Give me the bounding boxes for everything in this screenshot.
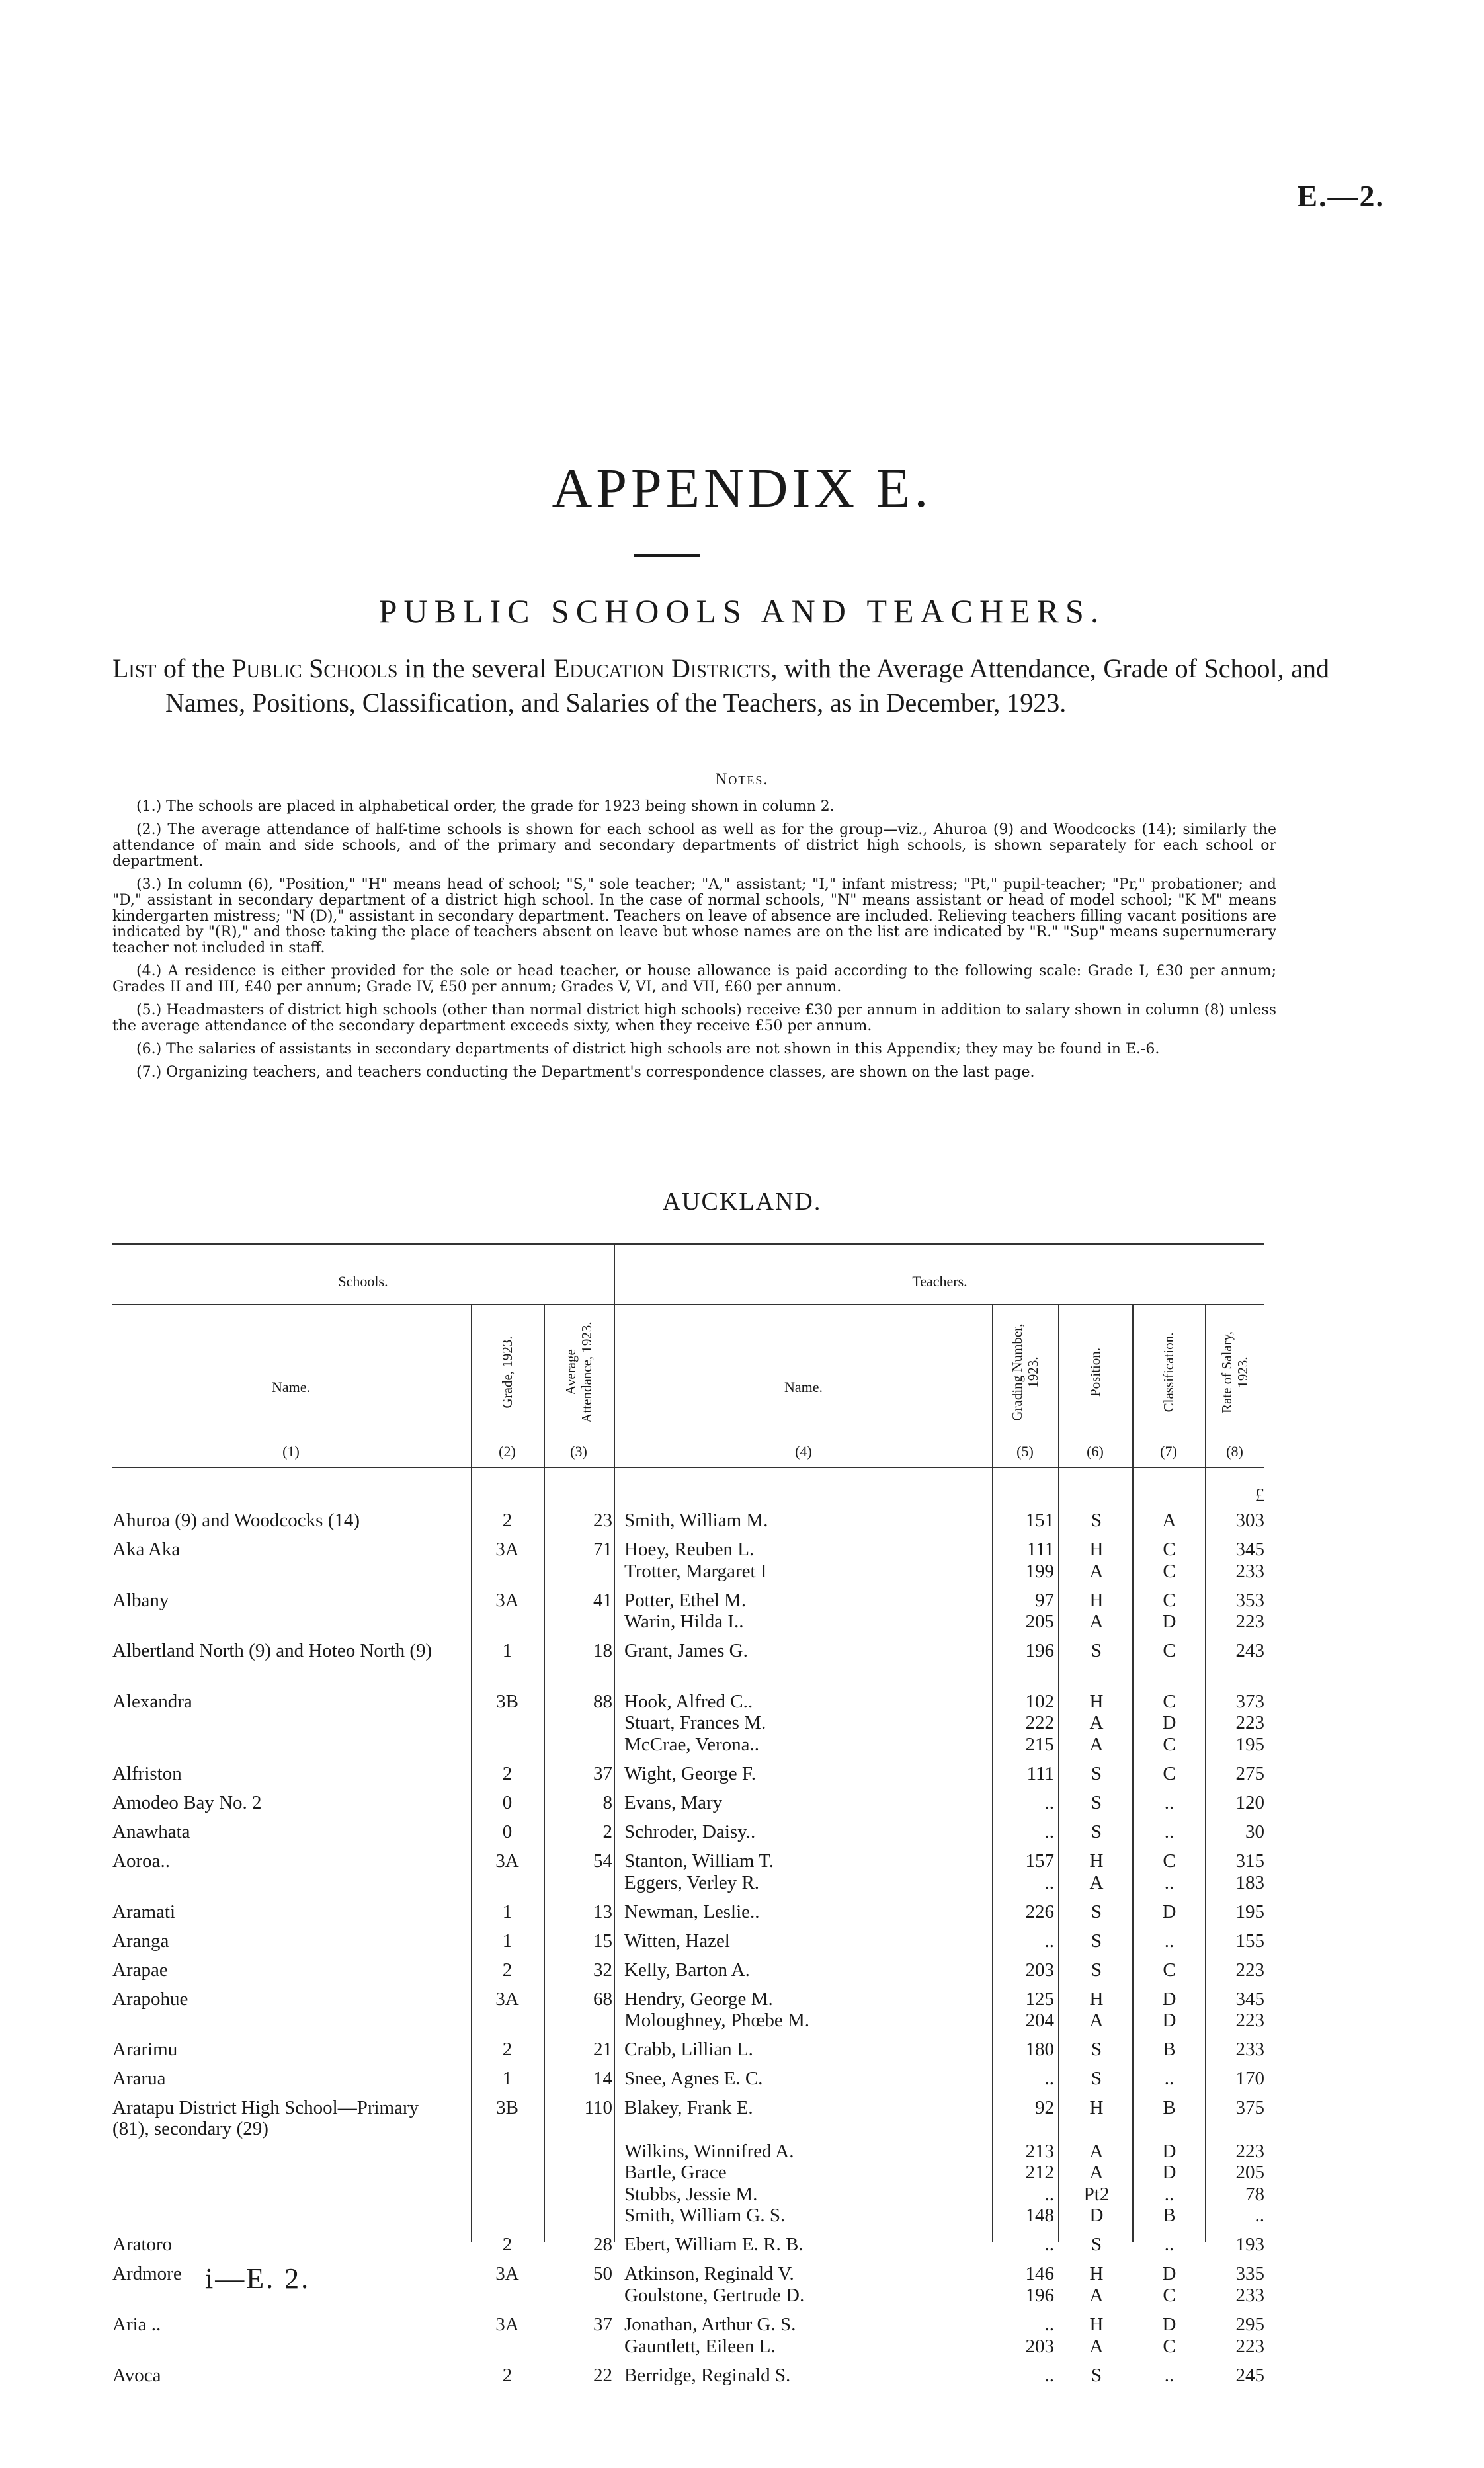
salary: 120 [1235,1792,1264,1814]
grading-number: .. [1044,2183,1054,2205]
note-2: (2.) The average attendance of half-time schools is shown for each school as well as for the group—viz., Ahuroa (9) and Woodcocks (14); similarly the attendance of main and side schools, and of the primary and secondary departments of district high schools, is shown separately for each school or department. [112,821,1276,870]
school-grade: 2 [502,2234,513,2256]
salary: 275 [1235,1763,1264,1785]
position: H [1089,1539,1104,1560]
position: S [1091,1792,1102,1814]
classification: C [1163,2284,1176,2306]
grading-number: 102 [1025,1690,1054,1712]
classification: C [1163,1734,1176,1756]
position: A [1089,1872,1104,1893]
header-position: Position. [1087,1347,1103,1397]
grading-number: 180 [1025,2039,1054,2061]
classification: D [1162,2313,1176,2335]
school-attendance: 28 [593,2234,612,2256]
classification: C [1163,1850,1176,1872]
classification: C [1163,1539,1176,1560]
header-grading-number: Grading Number, 1923. [1009,1323,1041,1421]
school-attendance: 110 [584,2097,612,2119]
school-name: Anawhata [112,1821,190,1843]
school-name: Aratapu District High School—Primary (81), secondary (29) [112,2097,419,2140]
teacher-name: Gauntlett, Eileen L. [624,2335,776,2357]
grading-number: 97 [1035,1589,1054,1611]
header-school-name: Name. [271,1379,311,1395]
salary: 245 [1235,2364,1264,2386]
teacher-name: Blakey, Frank E. [624,2097,753,2119]
teacher-name: Stuart, Frances M. [624,1712,766,1734]
classification: D [1162,2010,1176,2032]
position: A [1089,1734,1104,1756]
position: D [1089,2205,1104,2227]
col-number-7: (7) [1160,1443,1177,1460]
classification: .. [1164,2068,1175,2090]
teacher-name: Potter, Ethel M. [624,1589,747,1611]
grading-number: .. [1044,2364,1054,2386]
salary: 303 [1235,1510,1264,1531]
salary: 30 [1245,1821,1264,1843]
classification: B [1163,2039,1176,2061]
grading-number: 196 [1025,2284,1054,2306]
classification: C [1163,1640,1176,1662]
school-name: Aria .. [112,2313,161,2335]
teacher-name: Ebert, William E. R. B. [624,2234,804,2256]
page-footer: i—E. 2. [205,2262,311,2295]
grading-number: 125 [1025,1988,1054,2010]
salary: 223 [1235,1611,1264,1633]
intro-paragraph [112,651,1329,720]
school-name: Amodeo Bay No. 2 [112,1792,262,1814]
grading-number: .. [1044,1930,1054,1952]
school-attendance: 23 [593,1510,612,1531]
col-number-3: (3) [570,1443,587,1460]
note-5: (5.) Headmasters of district high schools (other than normal district high schools) receive £30 per annum in addition to salary shown in column (8) unless the average attendance of the secondary department exceeds sixty, when they receive £50 per annum. [112,1002,1276,1034]
teacher-name: Jonathan, Arthur G. S. [624,2313,796,2335]
position: A [1089,1712,1104,1734]
position: S [1091,1901,1102,1922]
school-name: Aramati [112,1901,176,1922]
school-grade: 3B [496,2097,518,2119]
school-attendance: 22 [593,2364,612,2386]
school-grade: 2 [502,1510,513,1531]
salary: 183 [1235,1872,1264,1893]
salary: 223 [1235,2335,1264,2357]
position: S [1091,1959,1102,1981]
school-attendance: 37 [593,2313,612,2335]
classification: .. [1164,1930,1175,1952]
position: H [1089,1589,1104,1611]
school-name: Ahuroa (9) and Woodcocks (14) [112,1510,360,1531]
salary: 375 [1235,2097,1264,2119]
salary: 195 [1235,1734,1264,1756]
grading-number: 215 [1025,1734,1054,1756]
school-grade: 3A [495,2263,519,2285]
title-rule [634,554,700,557]
position: A [1089,2010,1104,2032]
school-name: Ararimu [112,2039,178,2061]
school-attendance: 41 [593,1589,612,1611]
salary: 195 [1235,1901,1264,1922]
salary: 233 [1235,1560,1264,1582]
school-attendance: 68 [593,1988,612,2010]
school-name: Aratoro [112,2234,173,2256]
grading-number: 204 [1025,2010,1054,2032]
school-grade: 2 [502,2039,513,2061]
salary: 205 [1235,2162,1264,2184]
school-grade: 1 [502,1640,513,1662]
teacher-name: Kelly, Barton A. [624,1959,750,1981]
grading-number: 92 [1035,2097,1054,2119]
grading-number: 205 [1025,1611,1054,1633]
classification: D [1162,2263,1176,2285]
teacher-name: Schroder, Daisy.. [624,1821,756,1843]
classification: .. [1164,1872,1175,1893]
grading-number: 226 [1025,1901,1054,1922]
school-name: Alfriston [112,1763,182,1785]
teacher-name: Bartle, Grace [624,2162,727,2184]
teacher-name: Wight, George F. [624,1763,756,1785]
header-teacher-name: Name. [784,1379,823,1395]
position: S [1091,2039,1102,2061]
position: S [1091,2234,1102,2256]
position: A [1089,2140,1104,2162]
school-name: Avoca [112,2364,161,2386]
school-attendance: 18 [593,1640,612,1662]
teacher-name: Hook, Alfred C.. [624,1690,753,1712]
classification: D [1162,2162,1176,2184]
salary: 155 [1235,1930,1264,1952]
school-grade: 2 [502,1959,513,1981]
classification: D [1162,1611,1176,1633]
teacher-name: Eggers, Verley R. [624,1872,760,1893]
school-grade: 3B [496,1690,518,1712]
notes-title: Notes. [715,770,769,788]
intro-text-1: of the [156,653,232,683]
salary: 223 [1235,1959,1264,1981]
note-6: (6.) The salaries of assistants in secondary departments of district high schools are not shown in this Appendix; they may be found in E.-6. [136,1041,1160,1057]
classification: C [1163,1690,1176,1712]
classification: C [1163,1763,1176,1785]
school-attendance: 2 [602,1821,612,1843]
school-name: Aka Aka [112,1539,181,1560]
region-heading: AUCKLAND. [662,1188,822,1215]
school-name: Ararua [112,2068,166,2090]
grading-number: .. [1044,2234,1054,2256]
header-attendance: Average Attendance, 1923. [563,1321,595,1423]
school-name: Albertland North (9) and Hoteo North (9) [112,1640,433,1662]
position: A [1089,2162,1104,2184]
classification: .. [1164,2234,1175,2256]
teacher-name: Berridge, Reginald S. [624,2364,791,2386]
school-grade: 2 [502,1763,513,1785]
grading-number: 222 [1025,1712,1054,1734]
school-attendance: 88 [593,1690,612,1712]
classification: D [1162,1901,1176,1922]
school-grade: 3A [495,1988,519,2010]
school-name: Aoroa.. [112,1850,170,1872]
grading-number: .. [1044,1872,1054,1893]
grading-number: 199 [1025,1560,1054,1582]
school-attendance: 15 [593,1930,612,1952]
notes [112,799,1276,1088]
school-grade: 3A [495,1589,519,1611]
teacher-name: McCrae, Verona.. [624,1734,760,1756]
intro-text-3: , with the Average Attendance, Grade of School, and Names, Positions, Classification, and Salaries of the Teachers, as in December, 1923. [165,653,1329,718]
teacher-name: Smith, William G. S. [624,2205,786,2227]
salary: 373 [1235,1690,1264,1712]
teacher-name: Newman, Leslie.. [624,1901,760,1922]
school-name: Ardmore [112,2263,182,2285]
school-name: Arapae [112,1959,168,1981]
position: H [1089,2313,1104,2335]
col-number-5: (5) [1016,1443,1034,1460]
classification: .. [1164,1792,1175,1814]
teacher-name: Moloughney, Phœbe M. [624,2010,810,2032]
position: S [1091,2364,1102,2386]
position: H [1089,2263,1104,2285]
salary: 295 [1235,2313,1264,2335]
school-attendance: 50 [593,2263,612,2285]
note-4: (4.) A residence is either provided for the sole or head teacher, or house allowance is paid according to the following scale: Grade I, £30 per annum; Grades II and III, £40 per annum; Grade IV, £50 per annum; Grades V, VI, and VII, £60 per annum. [112,963,1276,995]
teacher-name: Evans, Mary [624,1792,723,1814]
col-number-4: (4) [795,1443,812,1460]
school-grade: 1 [502,2068,513,2090]
teacher-name: Snee, Agnes E. C. [624,2068,763,2090]
teacher-name: Goulstone, Gertrude D. [624,2284,805,2306]
grading-number: 213 [1025,2140,1054,2162]
salary: 243 [1235,1640,1264,1662]
classification: D [1162,2140,1176,2162]
salary: .. [1255,2205,1264,2227]
classification: B [1163,2097,1176,2119]
classification: B [1163,2205,1176,2227]
teacher-name: Trotter, Margaret I [624,1560,767,1582]
grading-number: .. [1044,1792,1054,1814]
grading-number: 111 [1026,1763,1054,1785]
grading-number: 148 [1025,2205,1054,2227]
grading-number: 157 [1025,1850,1054,1872]
school-grade: 0 [502,1821,513,1843]
school-grade: 1 [502,1930,513,1952]
school-attendance: 37 [593,1763,612,1785]
position: H [1089,1690,1104,1712]
teacher-name: Grant, James G. [624,1640,748,1662]
col-number-6: (6) [1087,1443,1104,1460]
teacher-name: Warin, Hilda I.. [624,1611,744,1633]
group-header-teachers: Teachers. [912,1273,968,1290]
position: S [1091,1930,1102,1952]
salary: 170 [1235,2068,1264,2090]
salary: 193 [1235,2234,1264,2256]
currency-symbol: £ [1255,1485,1264,1506]
classification: C [1163,2335,1176,2357]
school-grade: 3A [495,1850,519,1872]
salary: 223 [1235,2140,1264,2162]
school-attendance: 14 [593,2068,612,2090]
position: Pt2 [1083,2183,1110,2205]
salary: 223 [1235,2010,1264,2032]
teacher-name: Wilkins, Winnifred A. [624,2140,794,2162]
school-grade: 0 [502,1792,513,1814]
grading-number: 111 [1026,1539,1054,1560]
school-grade: 1 [502,1901,513,1922]
teacher-name: Crabb, Lillian L. [624,2039,753,2061]
school-attendance: 8 [602,1792,612,1814]
col-number-1: (1) [282,1443,300,1460]
school-grade: 2 [502,2364,513,2386]
grading-number: 146 [1025,2263,1054,2285]
classification: A [1162,1510,1176,1531]
table-rule-top [112,1243,1264,1245]
salary: 233 [1235,2039,1264,2061]
grading-number: 151 [1025,1510,1054,1531]
intro-list-word: List [112,653,157,683]
classification: C [1163,1959,1176,1981]
position: A [1089,1611,1104,1633]
col-number-2: (2) [499,1443,516,1460]
intro-text-2: in the several [397,653,554,683]
group-header-schools: Schools. [338,1273,388,1290]
school-attendance: 21 [593,2039,612,2061]
classification: D [1162,1988,1176,2010]
grading-number: .. [1044,1821,1054,1843]
school-name: Aranga [112,1930,169,1952]
grading-number: .. [1044,2068,1054,2090]
classification: .. [1164,2183,1175,2205]
col-number-8: (8) [1226,1443,1243,1460]
school-grade: 3A [495,1539,519,1560]
grading-number: 203 [1025,2335,1054,2357]
salary: 78 [1245,2183,1264,2205]
teacher-name: Smith, William M. [624,1510,768,1531]
table-rule-group [112,1304,1264,1305]
position: S [1091,2068,1102,2090]
note-3: (3.) In column (6), "Position," "H" means head of school; "S," sole teacher; "A," assistant; "I," infant mistress; "Pt," pupil-teacher; "Pr," probationer; and "D," assistant in secondary department of a district high school. In the case of normal schools, "N" means assistant or head of model school; "K M" means kindergarten mistress; "N (D)," assistant in secondary department. Teachers on leave of absence are included. Relieving teachers filling vacant positions are indicated by "(R)," and those taking the place of teachers absent on leave but whose names are on the list are indicated by "R." "Sup" means supernumerary teacher not included in staff. [112,876,1276,956]
grading-number: 212 [1025,2162,1054,2184]
school-grade: 3A [495,2313,519,2335]
header-grade: Grade, 1923. [499,1336,515,1409]
table-rule-head [112,1467,1264,1468]
classification: C [1163,1560,1176,1582]
teacher-name: Witten, Hazel [624,1930,730,1952]
position: A [1089,2335,1104,2357]
note-1: (1.) The schools are placed in alphabetical order, the grade for 1923 being shown in column 2. [136,798,835,815]
position: A [1089,1560,1104,1582]
school-name: Albany [112,1589,169,1611]
grading-number: 203 [1025,1959,1054,1981]
salary: 233 [1235,2284,1264,2306]
position: A [1089,2284,1104,2306]
position: H [1089,1850,1104,1872]
salary: 345 [1235,1988,1264,2010]
salary: 345 [1235,1539,1264,1560]
position: S [1091,1763,1102,1785]
salary: 223 [1235,1712,1264,1734]
school-attendance: 13 [593,1901,612,1922]
teacher-name: Stanton, William T. [624,1850,774,1872]
salary: 315 [1235,1850,1264,1872]
school-attendance: 71 [593,1539,612,1560]
teacher-name: Hendry, George M. [624,1988,773,2010]
appendix-title: APPENDIX E. [552,458,932,519]
position: S [1091,1821,1102,1843]
grading-number: .. [1044,2313,1054,2335]
school-name: Arapohue [112,1988,188,2010]
position: H [1089,1988,1104,2010]
header-classification: Classification. [1161,1332,1176,1413]
teacher-name: Hoey, Reuben L. [624,1539,755,1560]
intro-public-schools: Public Schools [231,653,398,683]
salary: 335 [1235,2263,1264,2285]
classification: .. [1164,2364,1175,2386]
classification: C [1163,1589,1176,1611]
teacher-name: Atkinson, Reginald V. [624,2263,794,2285]
school-name: Alexandra [112,1690,192,1712]
school-attendance: 54 [593,1850,612,1872]
school-attendance: 32 [593,1959,612,1981]
note-7: (7.) Organizing teachers, and teachers conducting the Department's correspondence classes, are shown on the last page. [136,1064,1035,1081]
position: S [1091,1510,1102,1531]
page-reference: E.—2. [1297,179,1385,213]
classification: D [1162,1712,1176,1734]
salary: 353 [1235,1589,1264,1611]
subtitle: PUBLIC SCHOOLS AND TEACHERS. [378,593,1106,630]
position: H [1089,2097,1104,2119]
teacher-name: Stubbs, Jessie M. [624,2183,758,2205]
classification: .. [1164,1821,1175,1843]
header-salary: Rate of Salary, 1923. [1219,1331,1251,1414]
position: S [1091,1640,1102,1662]
grading-number: 196 [1025,1640,1054,1662]
intro-education-districts: Education Districts [553,653,771,683]
